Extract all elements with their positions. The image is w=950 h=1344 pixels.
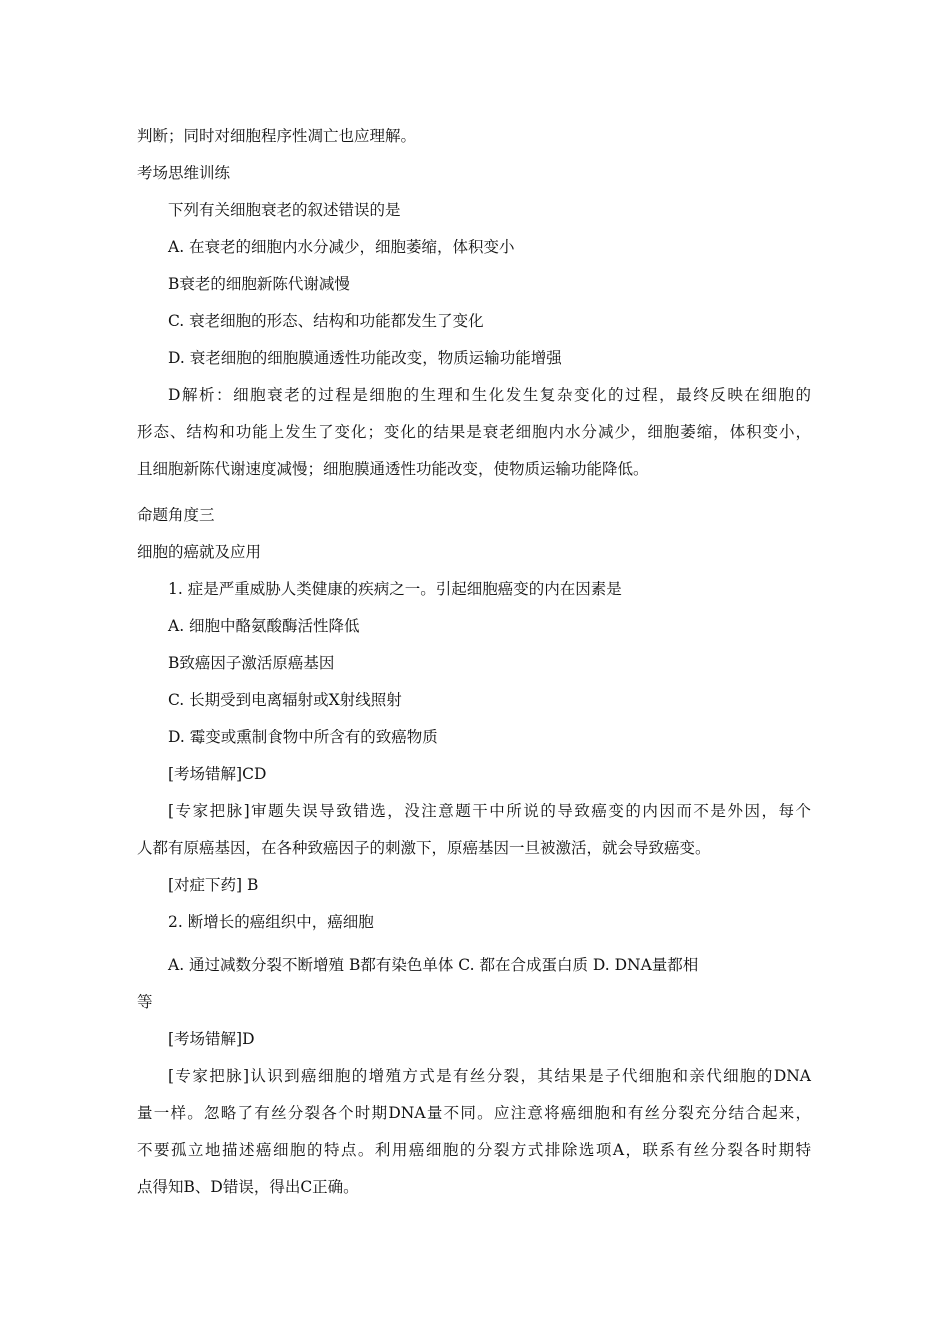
expert-analysis: 量一样。忽略了有丝分裂各个时期DNA量不同。应注意将癌细胞和有丝分裂充分结合起来， xyxy=(137,1104,811,1122)
expert-analysis: 点得知B、D错误，得出C正确。 xyxy=(137,1178,359,1196)
options-row: A. 通过减数分裂不断增殖 B都有染色单体 C. 都在合成蛋白质 D. DNA量都相 xyxy=(168,956,699,974)
section-heading: 命题角度三 xyxy=(137,506,215,524)
option-a: A. 在衰老的细胞内水分减少，细胞萎缩，体积变小 xyxy=(168,238,515,256)
section-heading: 考场思维训练 xyxy=(137,164,231,182)
analysis-text: 且细胞新陈代谢速度减慢；细胞膜通透性功能改变，使物质运输功能降低。 xyxy=(137,460,649,478)
expert-analysis: 不要孤立地描述癌细胞的特点。利用癌细胞的分裂方式排除选项A，联系有丝分裂各时期特 xyxy=(137,1141,811,1159)
option-d: D. 衰老细胞的细胞膜通透性功能改变，物质运输功能增强 xyxy=(168,349,562,367)
option-b: B致癌因子激活原癌基因 xyxy=(168,654,335,672)
expert-analysis: [专家把脉]审题失误导致错选，没注意题干中所说的导致癌变的内因而不是外因，每个 xyxy=(168,802,811,820)
expert-analysis: 人都有原癌基因，在各种致癌因子的刺激下，原癌基因一旦被激活，就会导致癌变。 xyxy=(137,839,711,857)
question-stem: 1. 症是严重威胁人类健康的疾病之一。引起细胞癌变的内在因素是 xyxy=(168,580,622,598)
options-row: 等 xyxy=(137,993,153,1011)
section-heading: 细胞的癌就及应用 xyxy=(137,543,262,561)
option-c: C. 长期受到电离辐射或X射线照射 xyxy=(168,691,402,709)
expert-analysis: [专家把脉]认识到癌细胞的增殖方式是有丝分裂，其结果是子代细胞和亲代细胞的DNA xyxy=(168,1067,811,1085)
analysis-text: 形态、结构和功能上发生了变化；变化的结果是衰老细胞内水分减少，细胞萎缩，体积变小， xyxy=(137,423,811,441)
analysis-text: D解析：细胞衰老的过程是细胞的生理和生化发生复杂变化的过程，最终反映在细胞的 xyxy=(168,386,811,404)
question-stem: 2. 断增长的癌组织中，癌细胞 xyxy=(168,913,374,931)
correct-answer: [对症下药] B xyxy=(168,876,259,894)
option-c: C. 衰老细胞的形态、结构和功能都发生了变化 xyxy=(168,312,484,330)
question-stem: 下列有关细胞衰老的叙述错误的是 xyxy=(168,201,401,219)
option-d: D. 霉变或熏制食物中所含有的致癌物质 xyxy=(168,728,438,746)
option-b: B衰老的细胞新陈代谢减慢 xyxy=(168,275,350,293)
wrong-answer: [考场错解]CD xyxy=(168,765,267,783)
wrong-answer: [考场错解]D xyxy=(168,1030,255,1048)
text-line: 判断；同时对细胞程序性凋亡也应理解。 xyxy=(137,127,417,145)
option-a: A. 细胞中酪氨酸酶活性降低 xyxy=(168,617,360,635)
